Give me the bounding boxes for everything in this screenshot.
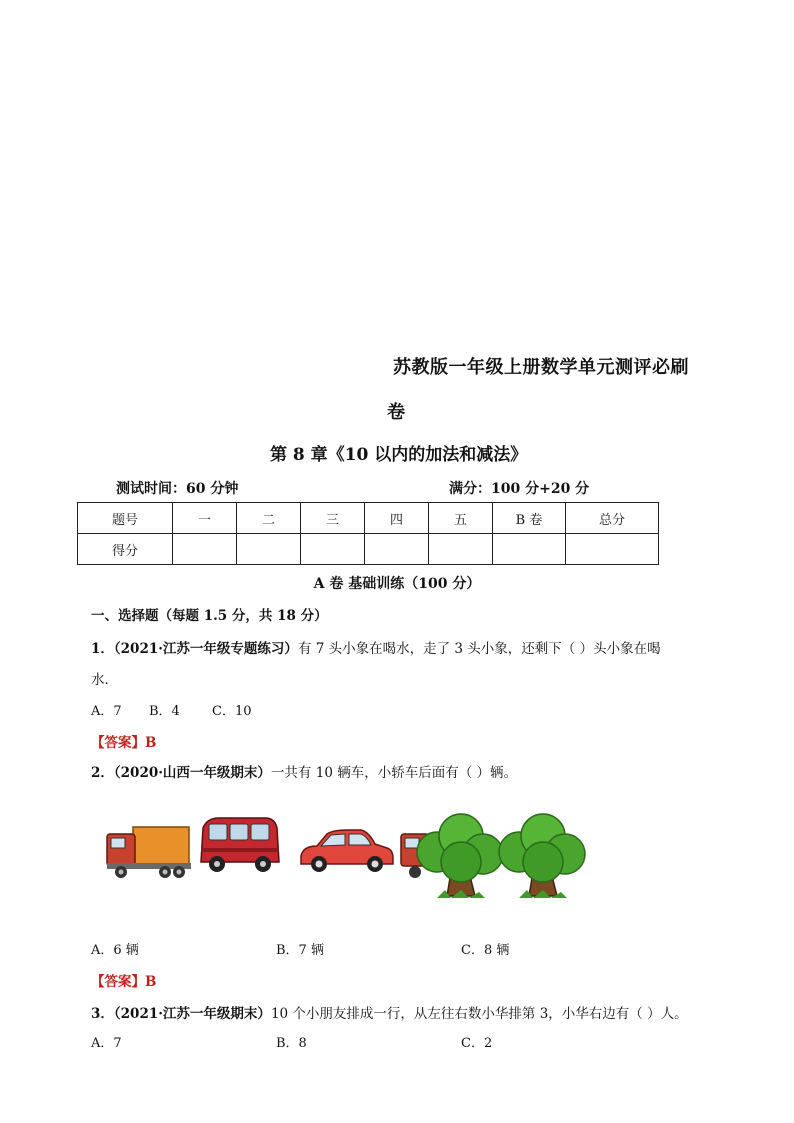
score-cell[interactable] [566,534,659,565]
full-score: 满分：100 分+20 分 [449,481,590,497]
score-cell[interactable] [493,534,566,565]
question-text: 一共有 10 辆车，小轿车后面有（ ）辆。 [270,765,517,781]
question-2 [91,761,517,781]
tree-icon [499,814,585,898]
option-c: C．10 [212,704,252,719]
option-b: B．7 辆 [276,943,324,958]
question-number: 3． [91,1006,114,1022]
score-cell[interactable] [365,534,429,565]
question-source: （2021·江苏一年级专题练习） [113,641,298,657]
test-time: 测试时间：60 分钟 [116,481,239,497]
option-c: C．2 [461,1036,493,1051]
vehicles-and-trees-picture [103,812,593,907]
header-cell: 二 [237,503,301,534]
car-icon [301,830,393,872]
row-label-cell: 得分 [78,534,173,565]
question-text: 有 7 头小象在喝水，走了 3 头小象，还剩下（ ）头小象在喝 [297,641,661,657]
header-cell: 四 [365,503,429,534]
option-c: C．8 辆 [461,943,510,958]
question-1-continued: 水． [91,672,118,688]
header-cell: 总分 [566,503,659,534]
option-b: B．4 [149,704,180,719]
tree-icon [417,814,503,898]
header-cell: 题号 [78,503,173,534]
chapter-title: 第 8 章《10 以内的加法和减法》 [270,445,528,465]
option-a: A．6 辆 [91,943,139,958]
header-cell: B 卷 [493,503,566,534]
document-title: 苏教版一年级上册数学单元测评必刷 [393,357,689,378]
option-a: A．7 [91,704,122,719]
score-table-header-row [78,503,659,534]
score-cell[interactable] [301,534,365,565]
question-number: 2． [91,765,114,781]
bus-icon [201,818,279,872]
score-table-score-row [78,534,659,565]
question-number: 1． [91,641,114,657]
truck-icon [107,827,191,878]
question-text: 10 个小朋友排成一行，从左往右数小华排第 3，小华右边有（ ）人。 [270,1006,688,1022]
score-cell[interactable] [237,534,301,565]
question-3 [91,1002,688,1022]
question-source: （2020·山西一年级期末） [113,765,271,781]
score-table [77,502,659,565]
question-source: （2021·江苏一年级期末） [113,1006,271,1022]
question-1 [91,637,661,657]
header-cell: 五 [429,503,493,534]
header-cell: 三 [301,503,365,534]
header-cell: 一 [173,503,237,534]
part1-title: 一、选择题（每题 1.5 分，共 18 分） [91,608,328,624]
score-cell[interactable] [173,534,237,565]
document-title-continued: 卷 [387,402,405,423]
option-a: A．7 [91,1036,122,1051]
answer-1: 【答案】B [91,735,157,751]
score-cell[interactable] [429,534,493,565]
option-b: B．8 [276,1036,307,1051]
section-a-title: A 卷 基础训练（100 分） [313,576,481,592]
answer-2: 【答案】B [91,974,157,990]
